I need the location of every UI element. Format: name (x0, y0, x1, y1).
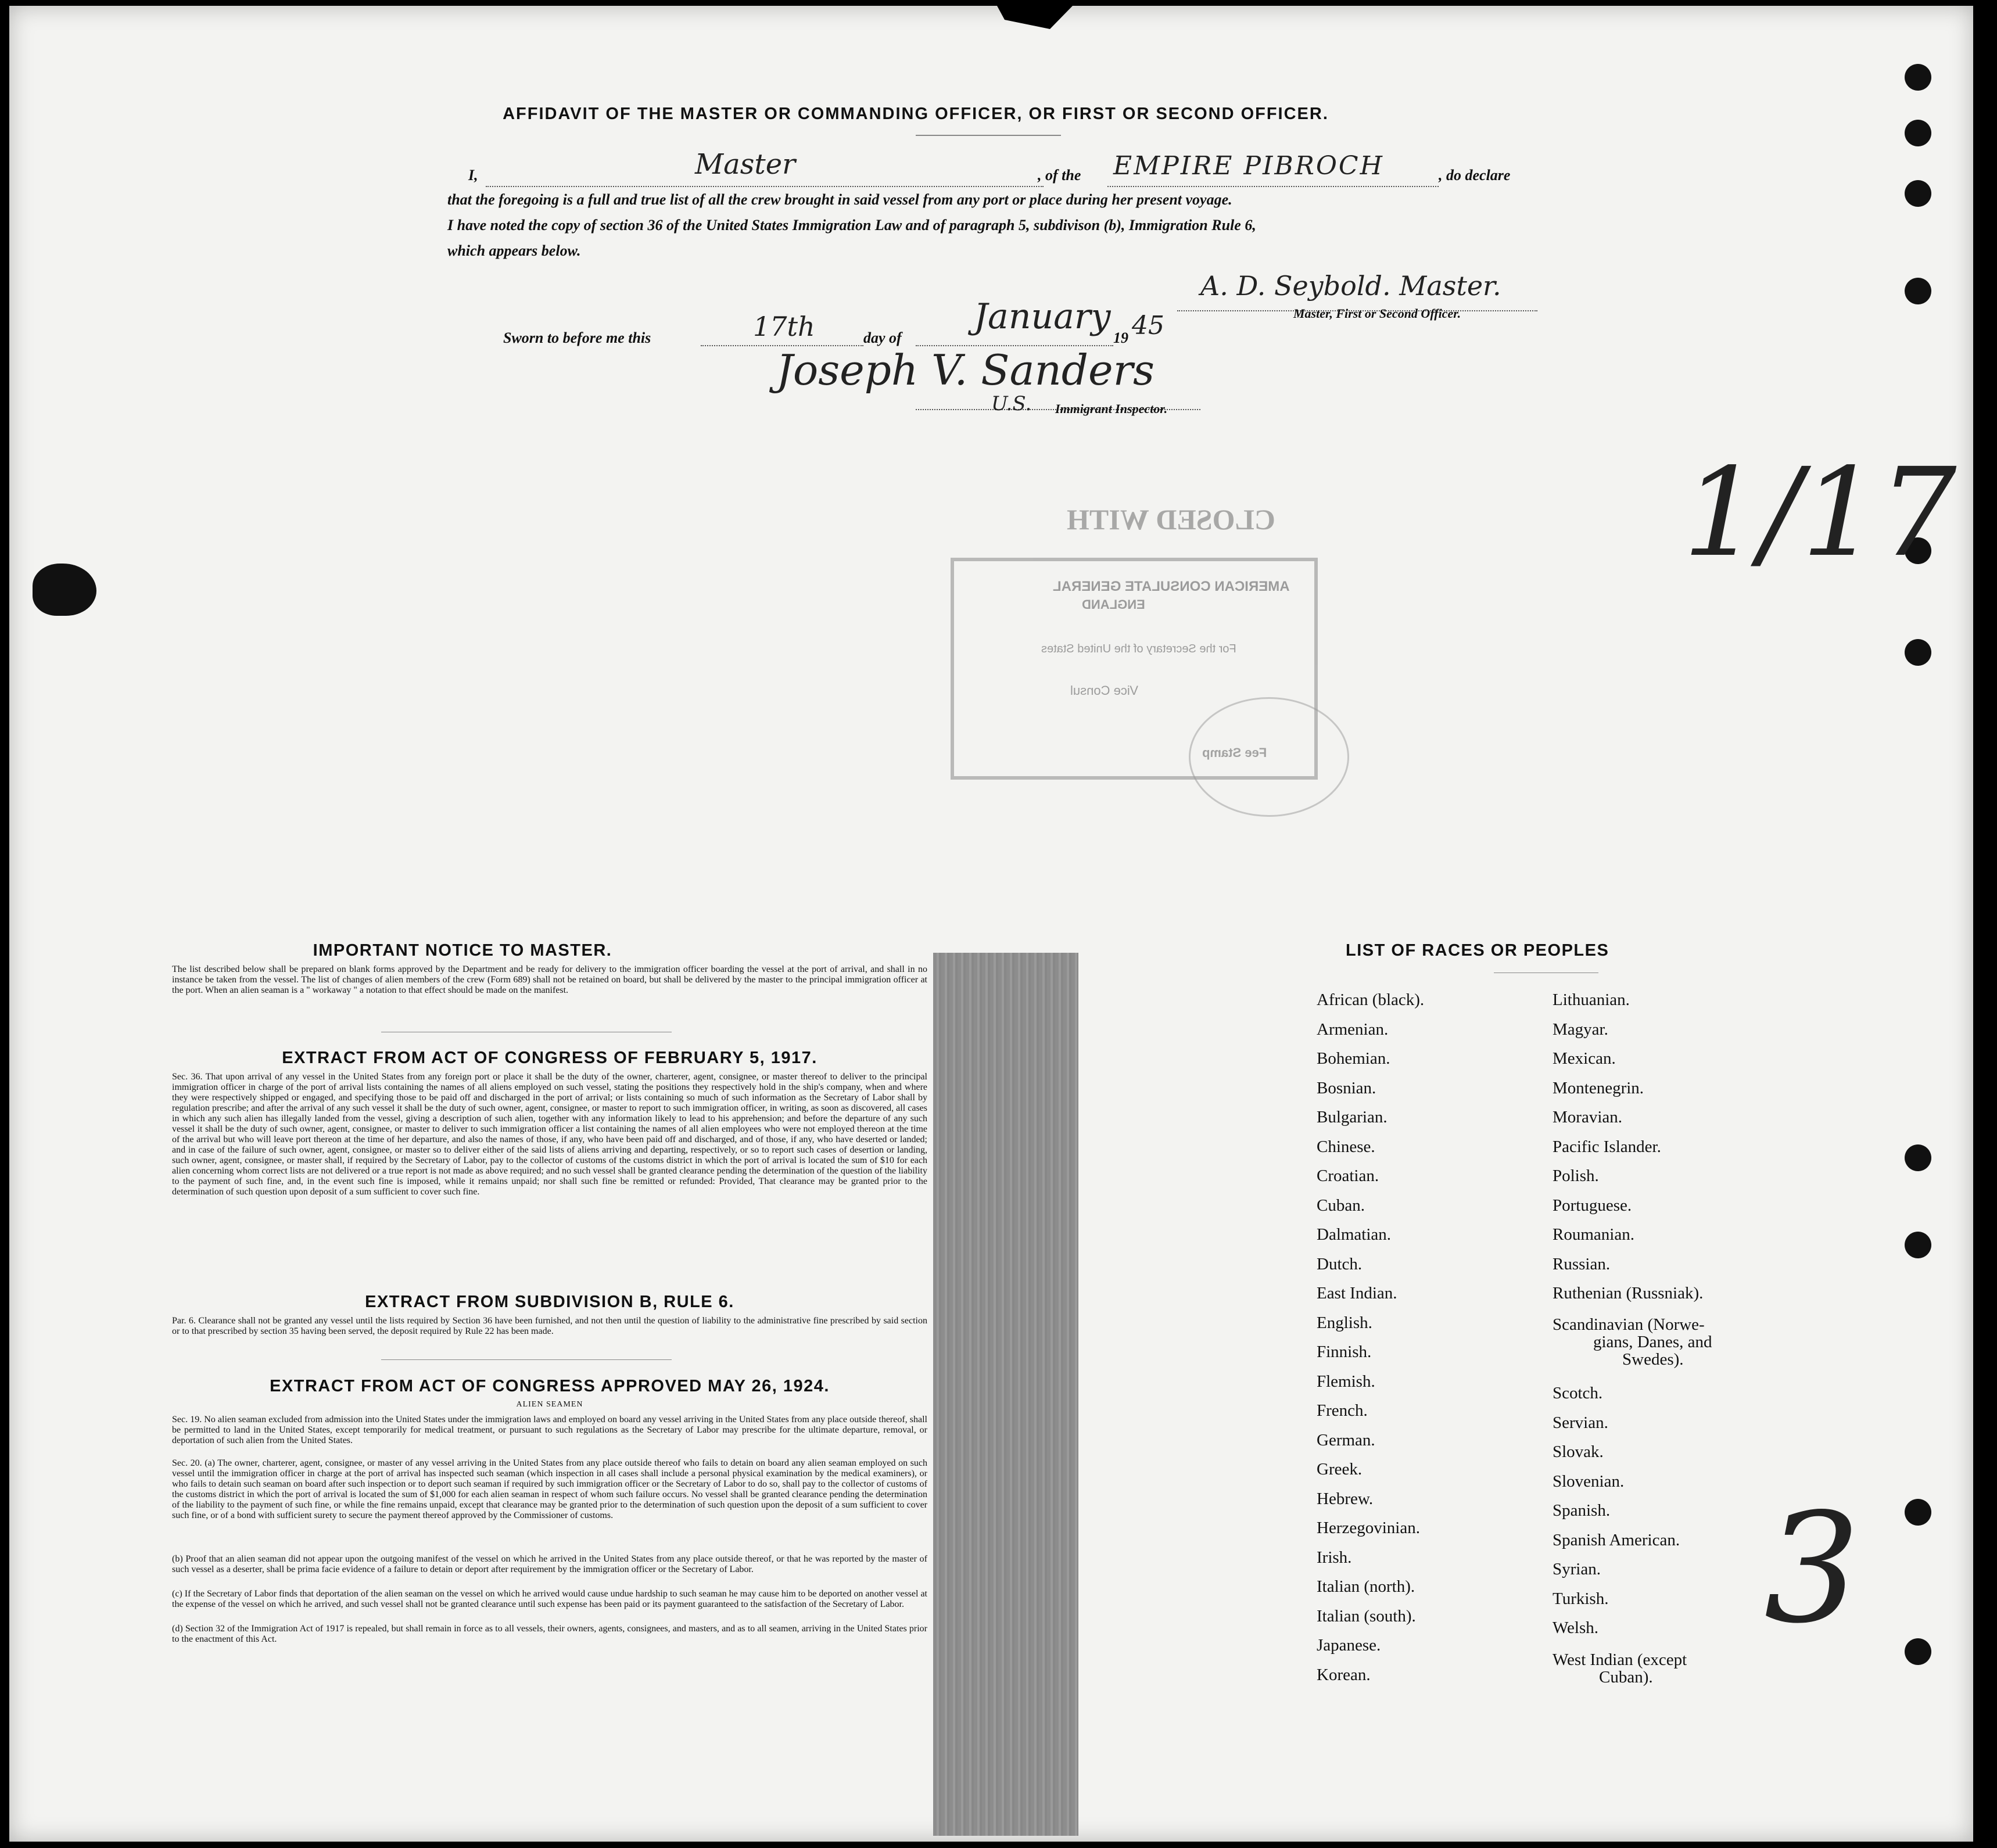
race-item: Dalmatian. (1317, 1225, 1392, 1244)
declarant-name: Master (695, 148, 796, 181)
punch-hole (1905, 639, 1931, 666)
race-item: Bulgarian. (1317, 1108, 1387, 1126)
race-scandinavian-line-2: gians, Danes, and (1593, 1333, 1712, 1351)
ink-blot (33, 564, 96, 616)
divider (381, 1359, 672, 1360)
extract-1924-subtitle: ALIEN SEAMEN (516, 1400, 583, 1409)
races-column-2 (1553, 991, 1703, 1314)
sworn-label: Sworn to before me this (503, 329, 651, 346)
extract-1924-title: EXTRACT FROM ACT OF CONGRESS APPROVED MAY 26, 1924. (270, 1377, 830, 1395)
race-item: Korean. (1317, 1665, 1371, 1684)
punch-hole (1905, 1499, 1931, 1526)
race-item: Chinese. (1317, 1137, 1375, 1156)
stamp-line-2: ENGLAND (1082, 597, 1145, 612)
race-item: Pacific Islander. (1553, 1137, 1661, 1156)
master-signature: A. D. Seybold. Master. (1200, 270, 1501, 302)
extract-1924-sec20a: Sec. 20. (a) The owner, charterer, agent, consignee, or master of any vessel arriving in the United States from any place outside thereof who fails to detain on board any alien seaman employed on such vessel until the immigration officer in charge at the port of arrival has inspected such seaman (which inspection in all cases shall include a personal physical examination by the medical examiners), or who fails to detain such seaman on board after such inspection or to deport such seaman if required by such immigration officer or the Secretary of Labor to do so, shall pay to the collector of customs of the customs district in which the port of arrival is located the sum of $1,000 for each alien seaman in respect of whom such failure occurs. No vessel shall be granted clearance pending the determination of the liability to the payment of such fine, or while the fine remains unpaid, except that clearance may be granted prior to the determination of such question upon the deposit of a sum sufficient to cover such fine, or of a bond with sufficient surety to secure the payment thereof approved by the Commissioner of customs. (172, 1458, 927, 1520)
date-annotation: 1/17 (1683, 442, 1957, 584)
race-item: Scotch. (1553, 1384, 1603, 1402)
declaration-line-1: that the foregoing is a full and true list of all the crew brought in said vessel from any port or place during her present voyage. (447, 191, 1232, 208)
race-item: Croatian. (1317, 1167, 1379, 1185)
extract-1924-sec20c: (c) If the Secretary of Labor finds that deportation of the alien seaman on the vessel on which he arrived would cause undue hardship to such seaman he may cause him to be deported on another vessel at the expense of the vessel on which he arrived, and such vessel shall not be granted clearance until such expense has been paid or its payment guaranteed to the satisfaction of the Secretary of Labor. (172, 1589, 927, 1609)
race-item: Montenegrin. (1553, 1078, 1644, 1097)
notice-text: The list described below shall be prepared on blank forms approved by the Department and be ready for delivery to the immigration officer boarding the vessel at the port of arrival, and shall in no instance be taken from the vessel. The list of changes of alien members of the crew (Form 689) shall not be retained on board, but shall be delivered by the master to the principal immigration officer at the port. When an alien seaman is a " workaway " a notation to that effect should be made on the manifest. (172, 964, 927, 995)
race-item: Turkish. (1553, 1589, 1609, 1608)
vessel-line (1107, 180, 1439, 187)
declaration-line-2: I have noted the copy of section 36 of the United States Immigration Law and of paragraph 5, subdivison (b), Immigration Rule 6, (447, 217, 1256, 234)
extract-rule6-title: EXTRACT FROM SUBDIVISION B, RULE 6. (365, 1293, 734, 1311)
extract-1924-sec20d: (d) Section 32 of the Immigration Act of 1917 is repealed, but shall remain in force as to all vessels, their owners, agents, consignees, and masters, and as to all seamen, arriving in the United States prior to the enactment of this Act. (172, 1624, 927, 1644)
document-sheet (9, 6, 1973, 1842)
extract-1917-title: EXTRACT FROM ACT OF CONGRESS OF FEBRUARY 5, 1917. (282, 1049, 818, 1067)
race-item: Servian. (1553, 1413, 1608, 1432)
race-west-indian (1553, 1651, 1687, 1686)
day-of-label: day of (863, 329, 902, 346)
race-item: Magyar. (1553, 1020, 1608, 1039)
stamp-line-3: For the Secretary of the United States (1041, 643, 1236, 655)
race-item: Welsh. (1553, 1619, 1599, 1637)
race-item: Irish. (1317, 1548, 1352, 1567)
race-item: Slovenian. (1553, 1472, 1625, 1491)
divider (916, 135, 1061, 136)
extract-1924-sec19: Sec. 19. No alien seaman excluded from admission into the United States under the immigration laws and employed on board any vessel arriving in the United States from any place outside thereof, shall be permitted to land in the United States, except temporarily for medical treatment, or pursuant to such regulations as the Secretary of Labor may prescribe for the ultimate departure, removal, or deportation of such alien from the United States. (172, 1415, 927, 1445)
race-item: Slovak. (1553, 1442, 1604, 1461)
race-item: Italian (south). (1317, 1606, 1416, 1625)
race-item: Dutch. (1317, 1254, 1363, 1273)
do-declare-label: , do declare (1439, 167, 1511, 184)
punch-hole (1905, 1232, 1931, 1258)
race-item: Polish. (1553, 1167, 1599, 1185)
punch-hole (1905, 64, 1931, 91)
inspector-signature: Joseph V. Sanders (776, 346, 1155, 394)
race-item: Syrian. (1553, 1560, 1601, 1578)
race-west-indian-line-2: Cuban). (1599, 1668, 1653, 1686)
page-number-annotation: 3 (1764, 1481, 1860, 1657)
race-item: Spanish American. (1553, 1530, 1680, 1549)
declaration-line-3: which appears below. (447, 242, 581, 259)
punch-hole (1905, 1144, 1931, 1171)
year-suffix: 45 (1132, 311, 1164, 340)
race-item: Mexican. (1553, 1049, 1616, 1068)
race-item: Russian. (1553, 1254, 1611, 1273)
stamp-line-4: Vice Consul (1070, 683, 1138, 698)
race-item: French. (1317, 1401, 1368, 1420)
races-title: LIST OF RACES OR PEOPLES (1346, 941, 1609, 960)
name-line (486, 180, 1044, 187)
race-item: English. (1317, 1313, 1372, 1332)
of-the-label: , of the (1038, 167, 1081, 184)
race-item: Portuguese. (1553, 1196, 1632, 1215)
extract-rule6-text: Par. 6. Clearance shall not be granted any vessel until the lists required by Section 36 have been furnished, and not then until the question of liability to the administrative fine prescribed by said section or to that prescribed by section 35 having been served, the deposit required by Rule 22 has been made. (172, 1316, 927, 1336)
inspector-caption: Immigrant Inspector. (1055, 401, 1168, 416)
punch-hole (1905, 278, 1931, 304)
master-caption: Master, First or Second Officer. (1293, 306, 1461, 321)
race-scandinavian-line-3: Swedes). (1622, 1350, 1684, 1369)
extract-1917-text: Sec. 36. That upon arrival of any vessel in the United States from any foreign port or place it shall be the duty of the owner, charterer, agent, consignee, or master thereof to deliver to the principal immigration officer in charge of the port of arrival lists containing the names of all aliens employed on such vessel, stating the positions they respectively hold in the ship's company, when and where they were respectively shipped or engaged, and specifying those to be paid off and discharged in the port of arrival; or lists containing so much of such information as the Secretary of Labor shall by regulation prescribe; and after the arrival of any such vessel it shall be the duty of such owner, agent, consignee, or master to report to such immigration officer, in writing, as soon as discovered, all cases in which any such alien has illegally landed from the vessel, giving a description of such alien, together with any information likely to lead to his apprehension; and before the departure of any such vessel it shall be the duty of such owner, agent, consignee, or master to deliver to such immigration officer a list containing the names of all alien employees who were not employed thereon at the time of the arrival but who will leave port thereon at the time of her departure, and also the names of those, if any, who have been paid off and discharged, and of those, if any, who have deserted or landed; and in case of the failure of such owner, agent, consignee, or master so to deliver either of the said lists of aliens arriving and departing, respectively, or so to report such cases of desertion or landing, such owner, agent, consignee, or master shall, if required by the Secretary of Labor, pay to the collector of customs of the customs district in which the port of arrival is located the sum of $10 for each alien concerning whom correct lists are not delivered or a true report is not made as above required; and no such vessel shall be granted clearance pending the determination of the question of the liability to the payment of such fine, and, in the event such fine is imposed, while it remains unpaid; nor shall such fine be remitted or refunded: Provided, That clearance may be granted prior to the determination of such question upon deposit of a sum sufficient to cover such fine. (172, 1072, 927, 1197)
sworn-month: January (974, 296, 1111, 337)
extract-1924-sec20b: (b) Proof that an alien seaman did not appear upon the outgoing manifest of the vessel on which he arrived in the United States from any place outside thereof, or that he was reported by the master of such vessel as a deserter, shall be prima facie evidence of a failure to detain or deport after requirement by the immigration officer or the Secretary of Labor. (172, 1554, 927, 1574)
race-item: German. (1317, 1430, 1375, 1449)
punch-hole (1905, 120, 1931, 146)
affidavit-title: AFFIDAVIT OF THE MASTER OR COMMANDING OFFICER, OR FIRST OR SECOND OFFICER. (503, 105, 1329, 123)
race-item: African (black). (1317, 991, 1425, 1009)
race-scandinavian (1553, 1316, 1712, 1368)
race-item: Armenian. (1317, 1020, 1389, 1039)
race-item: East Indian. (1317, 1284, 1397, 1302)
race-item: Bohemian. (1317, 1049, 1390, 1068)
declarant-label: I, (468, 167, 478, 184)
race-item: Finnish. (1317, 1343, 1372, 1361)
inspector-prefix: U.S. (991, 392, 1032, 415)
fee-stamp-circle (1189, 697, 1349, 817)
race-item: Cuban. (1317, 1196, 1365, 1215)
race-item: Flemish. (1317, 1372, 1375, 1391)
race-item: Roumanian. (1553, 1225, 1634, 1244)
tape-strip (933, 953, 1078, 1836)
year-prefix: 19 (1113, 329, 1128, 346)
race-item: Moravian. (1553, 1108, 1622, 1126)
race-item: Herzegovinian. (1317, 1519, 1420, 1537)
sworn-day: 17th (753, 311, 815, 342)
punch-hole (1905, 1638, 1931, 1665)
race-west-indian-line-1: West Indian (except (1553, 1650, 1687, 1669)
race-item: Japanese. (1317, 1636, 1381, 1655)
closed-with-stamp: CLOSED WITH (1067, 503, 1275, 536)
race-item: Ruthenian (Russniak). (1553, 1284, 1704, 1302)
fee-stamp-text: Fee Stamp (1202, 745, 1267, 760)
races-column-2-cont (1553, 1384, 1680, 1648)
race-item: Spanish. (1553, 1501, 1611, 1520)
race-item: Bosnian. (1317, 1078, 1376, 1097)
notice-title: IMPORTANT NOTICE TO MASTER. (313, 941, 612, 960)
race-item: Hebrew. (1317, 1489, 1374, 1508)
vessel-name: EMPIRE PIBROCH (1113, 151, 1384, 181)
race-item: Lithuanian. (1553, 991, 1630, 1009)
race-item: Italian (north). (1317, 1577, 1415, 1596)
races-column-1 (1317, 991, 1424, 1695)
race-item: Greek. (1317, 1460, 1363, 1479)
punch-hole (1905, 180, 1931, 207)
stamp-line-1: AMERICAN CONSULATE GENERAL (1053, 579, 1290, 594)
race-scandinavian-line-1: Scandinavian (Norwe- (1553, 1315, 1705, 1334)
torn-edge (997, 6, 1073, 29)
